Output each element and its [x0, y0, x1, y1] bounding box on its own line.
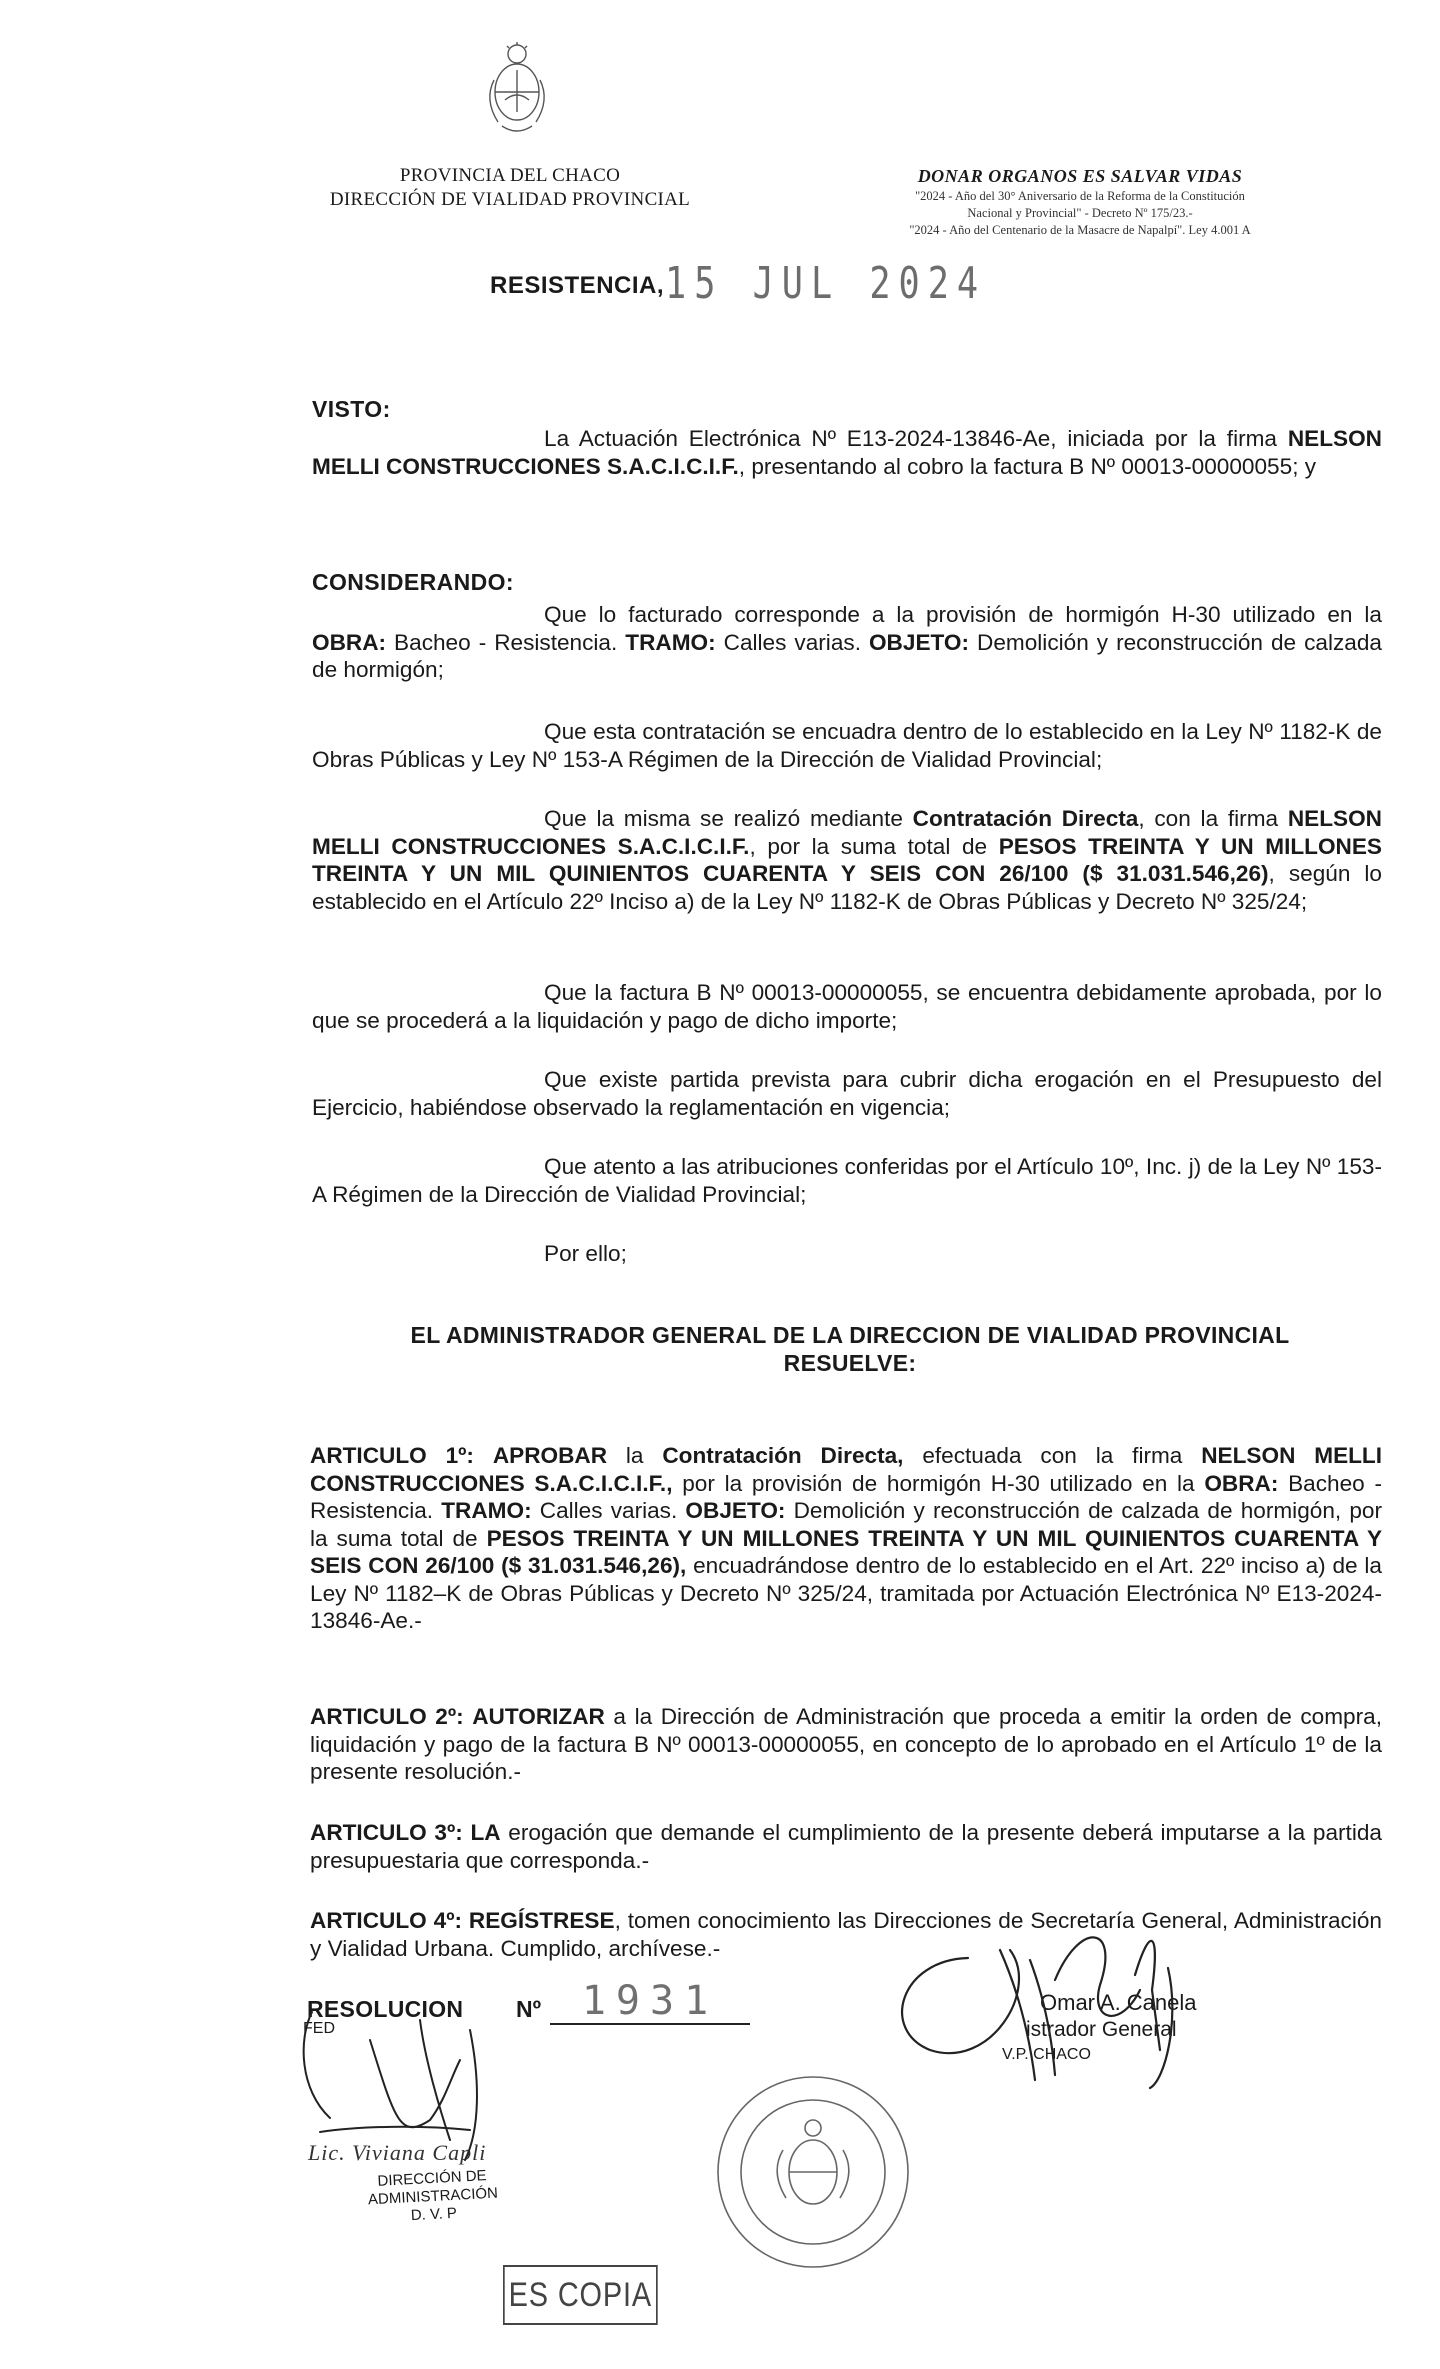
article-4: ARTICULO 4º: REGÍSTRESE, tomen conocimiento las Direcciones de Secretaría General, Administración y Vialidad Urbana. Cumplido, archívese.-	[310, 1908, 1382, 1961]
considerando-paragraph-1: Que lo facturado corresponde a la provisión de hormigón H-30 utilizado en la OBRA: Bacheo - Resistencia. TRAMO: Calles varias. OBJETO: Demolición y reconstrucción de calzada de hormigón;	[312, 602, 1382, 682]
place: RESISTENCIA,	[490, 272, 665, 299]
considerando-paragraph-7: Por ello;	[544, 1241, 627, 1266]
resolution-label: RESOLUCION	[307, 1996, 464, 2022]
considerando-paragraph-3: Que la misma se realizó mediante Contratación Directa, con la firma NELSON MELLI CONSTRUCCIONES S.A.C.I.C.I.F., por la suma total de PESOS TREINTA Y UN MILLONES TREINTA Y UN MIL QUINIENTOS CUARENTA Y SEIS CON 26/100 ($ 31.031.546,26), según lo establecido en el Artículo 22º Inciso a) de la Ley Nº 1182-K de Obras Públicas y Decreto Nº 325/24;	[312, 806, 1383, 914]
article-1-label: ARTICULO 1º:	[310, 1443, 474, 1468]
considerando-paragraph-5: Que existe partida prevista para cubrir dicha erogación en el Presupuesto del Ejercicio, habiéndose observado la reglamentación en vigencia;	[312, 1067, 1382, 1120]
considerando-paragraph-6: Que atento a las atribuciones conferidas por el Artículo 10º, Inc. j) de la Ley Nº 153-A Régimen de la Dirección de Vialidad Provincial;	[312, 1154, 1382, 1207]
article-3-label: ARTICULO 3º:	[310, 1820, 463, 1845]
article-4-label: ARTICULO 4º:	[310, 1908, 462, 1933]
resolution-number-label: Nº	[516, 1996, 542, 2022]
signer-right-org: V.P. CHACO	[1002, 2046, 1091, 2063]
signer-left-name: Lic. Viviana Capli	[308, 2140, 487, 2165]
article-2: ARTICULO 2º: AUTORIZAR a la Dirección de Administración que proceda a emitir la orden de compra, liquidación y pago de la factura B Nº 00013-00000055, en concepto de lo aprobado en el Artículo 1º de la presente resolución.-	[310, 1704, 1382, 1784]
signature-right-scribble	[902, 1937, 1172, 2088]
signer-left-org: DIRECCIÓN DE ADMINISTRACIÓN D. V. P	[367, 2167, 499, 2225]
official-seal-icon	[718, 2077, 908, 2267]
resolve-line-2: RESUELVE:	[783, 1350, 917, 1376]
signer-right-role: istrador General	[1026, 2018, 1177, 2041]
motto: DONAR ORGANOS ES SALVAR VIDAS	[917, 166, 1243, 186]
resolve-line-1: EL ADMINISTRADOR GENERAL DE LA DIRECCION DE VIALIDAD PROVINCIAL	[410, 1322, 1290, 1348]
signature-left-scribble	[304, 2012, 477, 2160]
copy-stamp: ES COPIA	[503, 2265, 658, 2325]
considerando-paragraph-2: Que esta contratación se encuadra dentro de lo establecido en la Ley Nº 1182-K de Obras Públicas y Ley Nº 153-A Régimen de la Dirección de Vialidad Provincial;	[312, 719, 1382, 772]
visto-heading: VISTO:	[312, 396, 391, 422]
signer-right-name: Omar A. Canela	[1040, 1990, 1197, 2015]
agency-name: DIRECCIÓN DE VIALIDAD PROVINCIAL	[329, 189, 691, 210]
visto-paragraph: La Actuación Electrónica Nº E13-2024-13846-Ae, iniciada por la firma NELSON MELLI CONSTRUCCIONES S.A.C.I.C.I.F., presentando al cobro la factura B Nº 00013-00000055; y	[312, 426, 1382, 479]
province-name: PROVINCIA DEL CHACO	[399, 165, 621, 186]
initials: FED	[303, 2020, 335, 2037]
article-1: ARTICULO 1º: APROBAR la Contratación Directa, efectuada con la firma NELSON MELLI CONSTRUCCIONES S.A.C.I.C.I.F., por la provisión de hormigón H-30 utilizado en la OBRA: Bacheo - Resistencia. TRAMO: Calles varias. OBJETO: Demolición y reconstrucción de calzada de hormigón, por la suma total de PESOS TREINTA Y UN MILLONES TREINTA Y UN MIL QUINIENTOS CUARENTA Y SEIS CON 26/100 ($ 31.031.546,26), encuadrándose dentro de lo establecido en el Art. 22º inciso a) de la Ley Nº 1182–K de Obras Públicas y Decreto Nº 325/24, tramitada por Actuación Electrónica Nº E13-2024-13846-Ae.-	[310, 1443, 1383, 1633]
article-2-label: ARTICULO 2º:	[310, 1704, 464, 1729]
year-legend-2: Nacional y Provincial" - Decreto Nº 175/23.-	[967, 206, 1193, 220]
considerando-paragraph-4: Que la factura B Nº 00013-00000055, se encuentra debidamente aprobada, por lo que se procederá a la liquidación y pago de dicho importe;	[312, 980, 1382, 1033]
considerando-heading: CONSIDERANDO:	[312, 569, 514, 595]
year-legend-3: "2024 - Año del Centenario de la Masacre de Napalpí". Ley 4.001 A	[909, 223, 1251, 237]
year-legend-1: "2024 - Año del 30° Aniversario de la Reforma de la Constitución	[915, 189, 1245, 203]
date-stamp: 15 JUL 2024	[665, 258, 987, 309]
article-3: ARTICULO 3º: LA erogación que demande el cumplimiento de la presente deberá imputarse a la partida presupuestaria que corresponda.-	[310, 1820, 1382, 1873]
resolution-number: 1931	[581, 1978, 719, 2024]
